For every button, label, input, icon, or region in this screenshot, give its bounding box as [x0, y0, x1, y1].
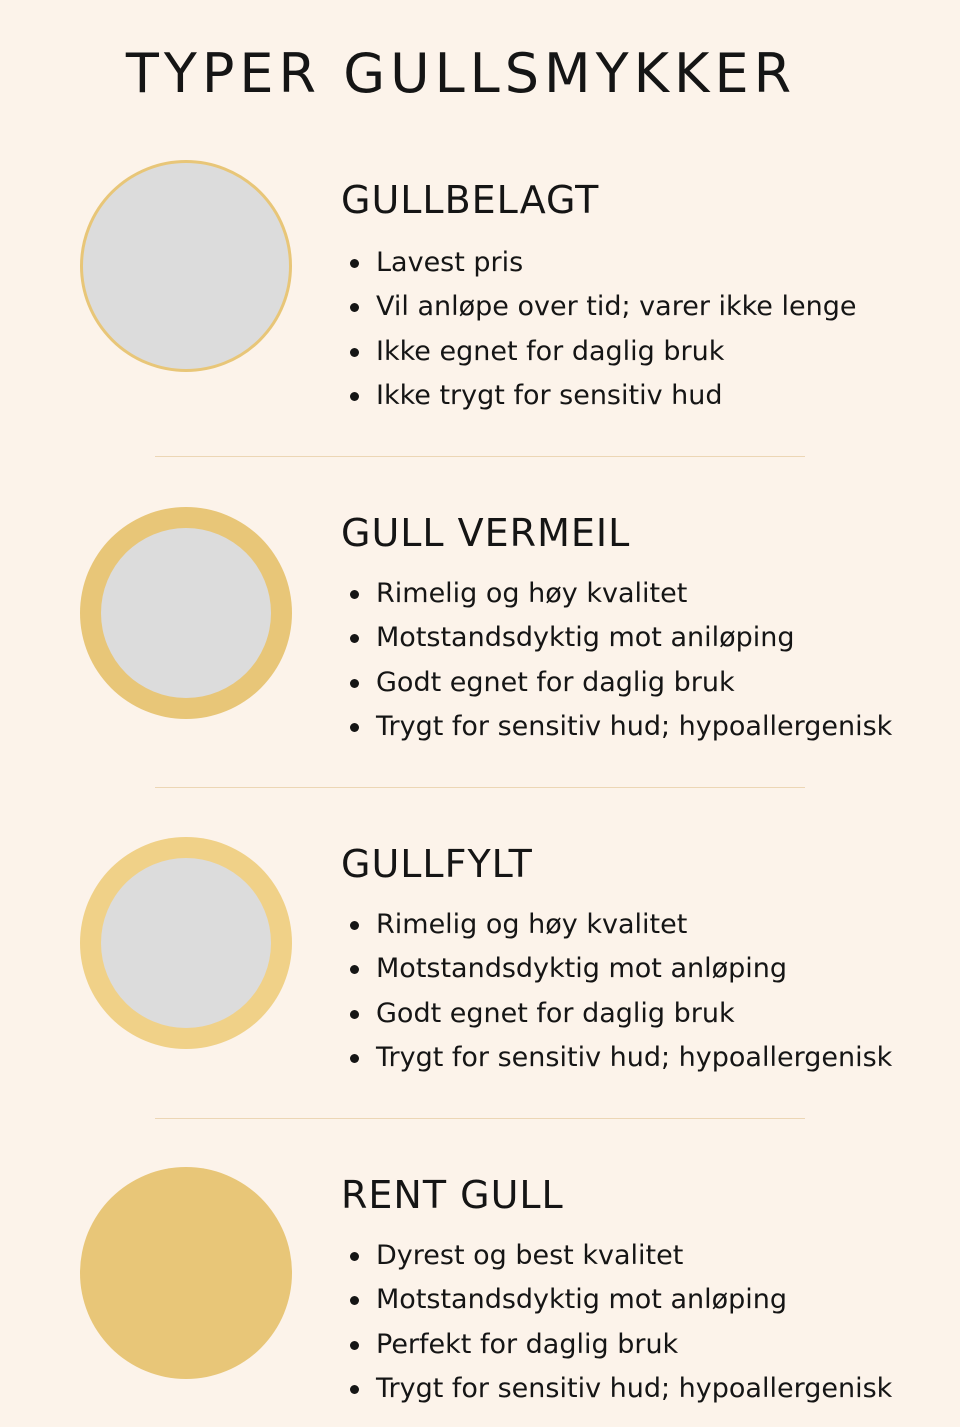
- bullet-icon: [350, 348, 359, 357]
- coin-core: [101, 528, 271, 698]
- coin-core: [101, 858, 271, 1028]
- section-heading: GULL VERMEIL: [341, 511, 631, 555]
- list-item: Rimelig og høy kvalitet: [346, 903, 892, 947]
- bullet-icon: [350, 1296, 359, 1305]
- bullet-icon: [350, 1054, 359, 1063]
- gold-vermeil-coin-icon: [80, 507, 292, 719]
- list-item: Vil anløpe over tid; varer ikke lenge: [346, 285, 856, 329]
- bullet-icon: [350, 392, 359, 401]
- divider: [155, 787, 805, 788]
- bullet-icon: [350, 1341, 359, 1350]
- bullet-icon: [350, 303, 359, 312]
- list-item: Dyrest og best kvalitet: [346, 1234, 892, 1278]
- divider: [155, 1118, 805, 1119]
- list-item: Lavest pris: [346, 241, 856, 285]
- bullet-icon: [350, 1385, 359, 1394]
- bullet-icon: [350, 679, 359, 688]
- feature-list: [346, 572, 892, 749]
- section-heading: GULLFYLT: [341, 842, 533, 886]
- bullet-icon: [350, 921, 359, 930]
- bullet-icon: [350, 1252, 359, 1261]
- divider: [155, 456, 805, 457]
- section-heading: GULLBELAGT: [341, 178, 600, 222]
- list-item: Godt egnet for daglig bruk: [346, 661, 892, 705]
- gold-filled-coin-icon: [80, 837, 292, 1049]
- list-item: Motstandsdyktig mot aniløping: [346, 616, 892, 660]
- list-item: Godt egnet for daglig bruk: [346, 992, 892, 1036]
- list-item: Trygt for sensitiv hud; hypoallergenisk: [346, 1367, 892, 1411]
- bullet-icon: [350, 723, 359, 732]
- list-item: Trygt for sensitiv hud; hypoallergenisk: [346, 1036, 892, 1080]
- page-title: TYPER GULLSMYKKER: [125, 42, 797, 105]
- pure-gold-coin-icon: [80, 1167, 292, 1379]
- list-item: Motstandsdyktig mot anløping: [346, 947, 892, 991]
- list-item: Rimelig og høy kvalitet: [346, 572, 892, 616]
- list-item: Ikke trygt for sensitiv hud: [346, 374, 856, 418]
- list-item: Motstandsdyktig mot anløping: [346, 1278, 892, 1322]
- feature-list: [346, 1234, 892, 1411]
- bullet-icon: [350, 1010, 359, 1019]
- bullet-icon: [350, 965, 359, 974]
- section-heading: RENT GULL: [341, 1173, 564, 1217]
- list-item: Trygt for sensitiv hud; hypoallergenisk: [346, 705, 892, 749]
- feature-list: [346, 903, 892, 1080]
- bullet-icon: [350, 634, 359, 643]
- list-item: Ikke egnet for daglig bruk: [346, 330, 856, 374]
- list-item: Perfekt for daglig bruk: [346, 1323, 892, 1367]
- bullet-icon: [350, 590, 359, 599]
